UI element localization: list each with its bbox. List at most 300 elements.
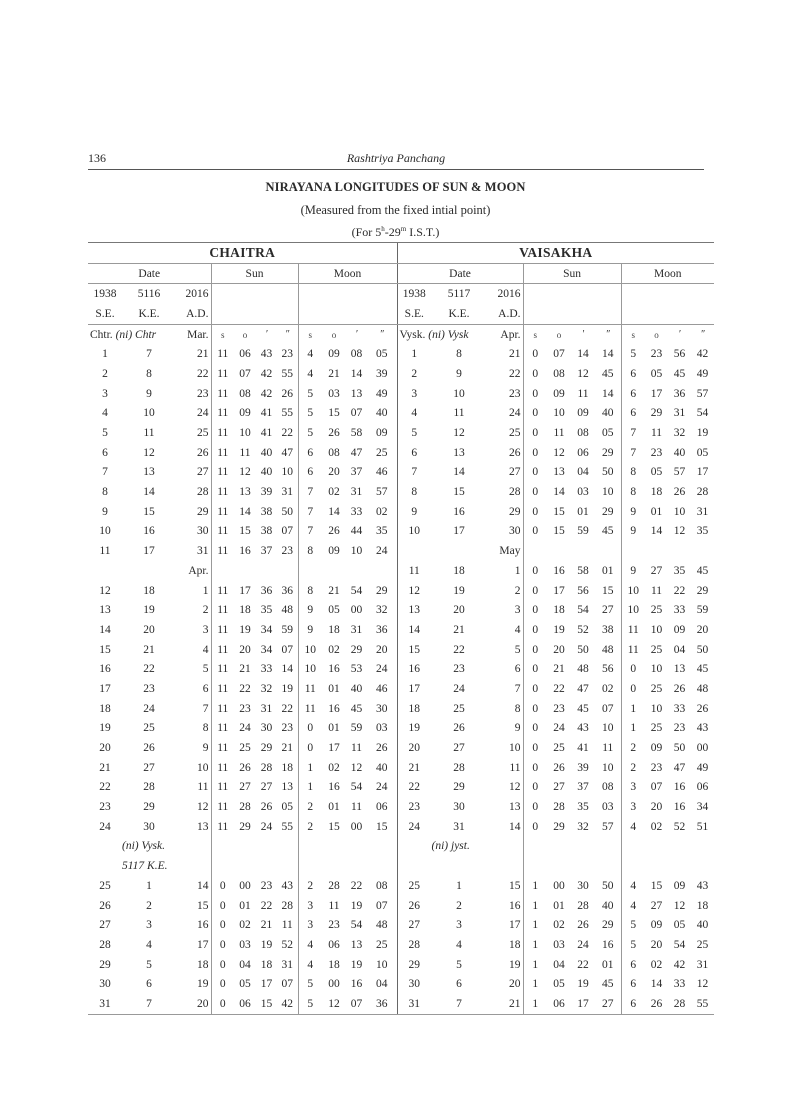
sun-sign: 11	[211, 344, 234, 364]
table-row	[88, 778, 714, 798]
day-national: 19	[99, 722, 111, 735]
day-lunar: 27	[143, 761, 155, 774]
moon-minute: 54	[350, 919, 363, 932]
sun-degree: 03	[239, 938, 251, 951]
sun-degree: 20	[553, 643, 565, 656]
moon-sign: 8	[298, 541, 322, 561]
moon-degree: 16	[328, 702, 340, 715]
moon-degree: 28	[328, 879, 340, 892]
moon-degree: 25	[650, 682, 663, 695]
moon-degree: 14	[328, 505, 340, 518]
sun-minute: 56	[577, 584, 589, 597]
moon-second: 45	[696, 564, 709, 577]
moon-second: 25	[696, 938, 709, 951]
day-national: 3	[397, 384, 431, 404]
moon-second: 45	[696, 663, 709, 676]
moon-minute: 32	[673, 427, 686, 440]
day-lunar: 22	[143, 663, 155, 676]
day-national: 9	[397, 502, 431, 522]
table-row	[88, 679, 714, 699]
moon-sign: 8	[298, 581, 322, 601]
moon-degree: 02	[328, 486, 340, 499]
moon-sign: 6	[621, 955, 645, 975]
day-lunar	[122, 561, 176, 581]
moon-second: 51	[696, 820, 709, 833]
day-national: 20	[397, 738, 431, 758]
moon-second: 43	[696, 879, 709, 892]
sun-second: 23	[281, 545, 293, 558]
sun-degree: 12	[239, 466, 251, 479]
day-columns-header: Chtr. (ni) Chtr	[90, 328, 157, 341]
table-row	[88, 738, 714, 758]
sun-minute: 34	[260, 623, 273, 636]
sun-second: 13	[281, 781, 293, 794]
day-lunar: 27	[453, 742, 465, 755]
moon-degree: 05	[650, 367, 663, 380]
moon-minute: 22	[350, 879, 363, 892]
sun-degree: 06	[239, 348, 251, 361]
sun-minute: 19	[260, 938, 273, 951]
day-gregorian: 24	[509, 407, 521, 420]
sun-degree	[234, 561, 256, 581]
sun-second: 56	[602, 663, 614, 676]
day-gregorian: 4	[202, 643, 209, 656]
sun-degree: 11	[553, 427, 565, 440]
sun-sign: 11	[211, 659, 234, 679]
moon-degree: 16	[328, 663, 340, 676]
moon-degree: 26	[328, 427, 340, 440]
day-lunar: 10	[453, 387, 465, 400]
sun-minute: 38	[260, 505, 273, 518]
moon-minute: 16	[673, 781, 686, 794]
day-national: 15	[397, 640, 431, 660]
moon-second: 04	[376, 978, 388, 991]
moon-degree: 11	[650, 584, 663, 597]
moon-sign: 5	[298, 384, 322, 404]
day-national: 28	[397, 935, 431, 955]
sun-second: 31	[281, 486, 293, 499]
day-gregorian: 23	[197, 387, 209, 400]
day-national: 8	[397, 482, 431, 502]
moon-minute: 04	[673, 643, 686, 656]
sun-minute: 28	[260, 761, 273, 774]
moon-minute: 45	[673, 367, 686, 380]
sun-degree: 09	[553, 387, 565, 400]
sun-second: 22	[281, 427, 293, 440]
sun-sign: 0	[523, 522, 547, 542]
sun-degree: 16	[553, 564, 565, 577]
sun-second: 40	[602, 899, 614, 912]
moon-degree: 02	[328, 761, 340, 774]
sun-second: 47	[281, 446, 293, 459]
moon-sign: 5	[298, 994, 322, 1014]
sun-degree: 20	[239, 643, 251, 656]
moon-minute: 16	[350, 978, 363, 991]
sun-sign: 0	[523, 423, 547, 443]
moon-sign: 6	[621, 974, 645, 994]
month-transition-note	[397, 856, 523, 876]
sun-sign: 1	[523, 935, 547, 955]
moon-sign: 0	[621, 679, 645, 699]
empty-cell	[621, 856, 714, 876]
day-gregorian: 2	[514, 584, 521, 597]
moon-sign: 1	[621, 719, 645, 739]
sun-sign	[211, 561, 234, 581]
moon-second: 24	[376, 545, 388, 558]
moon-degree: 11	[650, 427, 663, 440]
table-row	[88, 955, 714, 975]
sun-degree: 02	[239, 919, 251, 932]
sun-minute: 29	[260, 742, 273, 755]
unit-minute: ′	[265, 329, 268, 341]
sun-second: 26	[281, 387, 293, 400]
sun-second: 05	[281, 801, 293, 814]
sun-second: 27	[595, 994, 621, 1014]
day-lunar: 11	[143, 427, 155, 440]
sun-minute: 24	[577, 938, 589, 951]
moon-degree: 08	[328, 446, 340, 459]
moon-second: 07	[376, 899, 388, 912]
moon-minute: 14	[350, 367, 363, 380]
era-label-row	[88, 304, 714, 324]
longitudes-table	[88, 242, 714, 1015]
moon-degree: 11	[328, 899, 340, 912]
day-lunar: 8	[456, 348, 462, 361]
moon-degree: 21	[328, 584, 340, 597]
moon-second: 32	[376, 604, 388, 617]
day-lunar: 9	[146, 387, 152, 400]
day-national: 5	[102, 427, 108, 440]
day-lunar: 17	[453, 525, 465, 538]
day-lunar: 3	[456, 919, 462, 932]
day-national: 3	[102, 387, 108, 400]
sun-second: 16	[602, 938, 614, 951]
moon-second: 31	[696, 958, 709, 971]
sun-second: 48	[281, 604, 293, 617]
moon-minute: 54	[673, 938, 686, 951]
sun-degree: 17	[553, 584, 565, 597]
moon-minute: 12	[673, 899, 686, 912]
unit-sign: s	[523, 324, 547, 344]
moon-sign: 5	[298, 404, 322, 424]
moon-sign: 6	[298, 463, 322, 483]
day-lunar: 21	[453, 623, 465, 636]
table-row	[88, 817, 714, 837]
day-gregorian: 8	[514, 702, 521, 715]
unit-minute: ′	[355, 329, 358, 341]
moon-sign: 5	[621, 935, 645, 955]
moon-minute: 12	[673, 525, 686, 538]
sun-second: 42	[277, 994, 298, 1014]
sun-degree: 14	[553, 486, 565, 499]
moon-second: 05	[696, 446, 709, 459]
day-national: 26	[397, 896, 431, 916]
moon-second: 46	[376, 466, 388, 479]
sun-degree: 15	[239, 525, 251, 538]
unit-minute: ′	[678, 329, 681, 341]
day-lunar: 20	[453, 604, 465, 617]
moon-second	[691, 541, 714, 561]
day-national: 24	[397, 817, 431, 837]
moon-second: 09	[376, 427, 388, 440]
sun-second: 01	[602, 564, 614, 577]
moon-second: 19	[696, 427, 709, 440]
moon-degree: 18	[328, 958, 340, 971]
day-lunar: 6	[456, 978, 462, 991]
ke-year: 5116	[137, 288, 161, 301]
empty-cell	[211, 837, 298, 857]
sun-degree: 27	[239, 781, 251, 794]
sun-second: 57	[602, 820, 614, 833]
time-note: (For 5$^h$-29$^m$ I.S.T.)	[351, 225, 440, 239]
moon-minute: 31	[673, 407, 686, 420]
table-row	[88, 640, 714, 660]
moon-sign: 9	[621, 502, 645, 522]
moon-degree: 16	[328, 781, 340, 794]
day-gregorian: 27	[509, 466, 521, 479]
moon-minute: 56	[673, 348, 686, 361]
sun-sign: 11	[211, 600, 234, 620]
sun-second: 10	[281, 466, 293, 479]
day-lunar: 4	[146, 938, 152, 951]
day-lunar: 16	[453, 505, 465, 518]
moon-minute	[346, 561, 367, 581]
sun-sign: 11	[211, 738, 234, 758]
moon-degree: 09	[650, 742, 663, 755]
moon-second: 25	[376, 938, 388, 951]
empty-cell	[211, 856, 298, 876]
moon-degree: 02	[650, 820, 663, 833]
unit-second: ″	[605, 329, 610, 341]
moon-minute: 44	[350, 525, 363, 538]
sun-sign: 11	[211, 797, 234, 817]
day-national: 23	[397, 797, 431, 817]
moon-minute: 33	[673, 978, 686, 991]
sun-minute: 52	[577, 623, 589, 636]
table-row	[88, 935, 714, 955]
moon-sign: 11	[621, 620, 645, 640]
era-year-row	[88, 284, 714, 304]
table-row	[88, 344, 714, 364]
moon-minute: 11	[350, 801, 363, 814]
sun-sign: 0	[211, 974, 234, 994]
sun-minute: 01	[577, 505, 589, 518]
moon-sign: 9	[298, 620, 322, 640]
moon-second: 05	[376, 348, 388, 361]
moon-sign: 4	[298, 955, 322, 975]
moon-degree: 15	[650, 879, 663, 892]
se-label: S.E.	[88, 304, 122, 324]
moon-sign: 8	[621, 463, 645, 483]
sun-degree	[547, 541, 571, 561]
sun-sign: 0	[523, 502, 547, 522]
moon-sign: 5	[298, 974, 322, 994]
unit-second: ″	[379, 329, 384, 341]
sun-sign: 0	[523, 738, 547, 758]
sun-minute: 40	[260, 466, 273, 479]
day-national: 5	[397, 423, 431, 443]
day-national: 15	[99, 643, 111, 656]
day-lunar: 28	[143, 781, 155, 794]
moon-second: 06	[696, 781, 709, 794]
moon-minute: 54	[350, 584, 363, 597]
moon-sign: 6	[621, 404, 645, 424]
moon-second: 48	[696, 682, 709, 695]
day-national: 24	[99, 820, 111, 833]
table-row	[88, 758, 714, 778]
moon-degree: 15	[328, 407, 340, 420]
moon-degree: 01	[650, 505, 663, 518]
moon-minute: 28	[668, 994, 691, 1014]
sun-minute: 17	[571, 994, 595, 1014]
table-row	[88, 994, 714, 1014]
sun-minute: 34	[260, 643, 273, 656]
sun-sign: 0	[523, 817, 547, 837]
sun-degree: 12	[553, 446, 565, 459]
day-lunar: 10	[143, 407, 155, 420]
moon-minute: 08	[350, 348, 363, 361]
day-lunar: 19	[143, 604, 155, 617]
sun-second: 36	[281, 584, 293, 597]
sun-minute: 11	[577, 387, 589, 400]
day-lunar: 4	[456, 938, 462, 951]
sun-degree: 22	[553, 682, 565, 695]
moon-degree: 02	[328, 643, 340, 656]
day-gregorian: 5	[202, 663, 209, 676]
civil-month-label: Apr.	[500, 328, 521, 341]
day-national: 6	[397, 443, 431, 463]
sun-degree: 17	[239, 584, 251, 597]
moon-sign: 6	[621, 994, 645, 1014]
sun-sign: 0	[523, 679, 547, 699]
sun-second: 59	[281, 623, 293, 636]
day-gregorian: 30	[197, 525, 209, 538]
sun-second: 50	[281, 505, 293, 518]
day-national: 12	[99, 584, 111, 597]
sun-second: 48	[602, 643, 614, 656]
day-national: 17	[99, 682, 111, 695]
moon-degree: 05	[328, 604, 340, 617]
sun-second: 45	[602, 978, 614, 991]
day-gregorian: 5	[514, 643, 521, 656]
ad-label: A.D.	[487, 304, 523, 324]
unit-degree: o	[654, 329, 659, 340]
sun-second: 11	[281, 919, 293, 932]
day-lunar: 8	[146, 367, 152, 380]
empty-cell	[298, 856, 397, 876]
day-lunar: 26	[143, 742, 155, 755]
moon-second: 55	[691, 994, 714, 1014]
sun-sign: 11	[211, 699, 234, 719]
sun-second: 23	[281, 348, 293, 361]
day-national: 23	[99, 801, 111, 814]
moon-minute: 12	[350, 761, 363, 774]
day-gregorian: 30	[509, 525, 521, 538]
date-header: Date	[397, 263, 523, 284]
sun-degree: 04	[553, 958, 565, 971]
moon-degree: 14	[650, 978, 663, 991]
moon-sign: 1	[298, 758, 322, 778]
moon-minute: 47	[673, 761, 686, 774]
sun-minute: 41	[577, 742, 589, 755]
sun-second: 05	[602, 427, 614, 440]
sun-degree: 10	[239, 427, 251, 440]
day-national: 22	[397, 778, 431, 798]
moon-sign: 3	[621, 778, 645, 798]
table-subtitle: (Measured from the fixed intial point)	[300, 203, 491, 217]
moon-degree: 02	[650, 958, 663, 971]
day-national: 10	[397, 522, 431, 542]
moon-second: 34	[696, 801, 709, 814]
table-row	[88, 581, 714, 601]
sun-sign: 0	[211, 994, 234, 1014]
sun-sign: 0	[523, 699, 547, 719]
moon-second: 50	[696, 643, 709, 656]
day-lunar: 12	[453, 427, 465, 440]
table-row	[88, 443, 714, 463]
sun-degree: 19	[553, 623, 565, 636]
moon-second	[367, 561, 397, 581]
sun-minute: 41	[260, 407, 273, 420]
moon-second: 20	[696, 623, 709, 636]
sun-degree: 28	[239, 801, 251, 814]
sun-second: 38	[602, 623, 614, 636]
day-national: 14	[397, 620, 431, 640]
sun-sign: 11	[211, 443, 234, 463]
moon-degree: 23	[328, 919, 340, 932]
day-national: 25	[397, 876, 431, 896]
sun-minute: 27	[260, 781, 273, 794]
sun-sign: 0	[523, 778, 547, 798]
moon-degree: 09	[328, 348, 340, 361]
moon-second: 43	[696, 722, 709, 735]
moon-second: 15	[376, 820, 388, 833]
moon-second: 54	[696, 407, 709, 420]
unit-second: ″	[700, 329, 705, 341]
moon-degree: 10	[650, 623, 663, 636]
day-national: 11	[99, 545, 111, 558]
table-row	[88, 522, 714, 542]
sun-sign: 0	[523, 719, 547, 739]
sun-second: 15	[602, 584, 614, 597]
sun-header: Sun	[211, 263, 298, 284]
sun-sign: 0	[211, 935, 234, 955]
sun-minute: 36	[260, 584, 273, 597]
moon-sign: 2	[298, 817, 322, 837]
sun-minute: 22	[260, 899, 273, 912]
unit-second: ″	[285, 329, 290, 341]
sun-minute: 37	[260, 545, 273, 558]
day-lunar: 5	[146, 958, 152, 971]
day-lunar: 25	[453, 702, 465, 715]
day-gregorian: 16	[509, 899, 521, 912]
moon-degree: 01	[328, 801, 340, 814]
table-row	[88, 896, 714, 916]
moon-second: 18	[696, 899, 709, 912]
day-national: 18	[99, 702, 111, 715]
moon-second: 29	[376, 584, 388, 597]
moon-minute: 22	[673, 584, 686, 597]
sun-minute: 04	[577, 466, 589, 479]
moon-degree	[645, 541, 668, 561]
moon-sign: 2	[298, 876, 322, 896]
moon-degree: 20	[650, 801, 663, 814]
sun-minute: 35	[260, 604, 273, 617]
day-national: 25	[99, 879, 111, 892]
day-national: 16	[99, 663, 111, 676]
moon-minute: 05	[673, 919, 686, 932]
moon-minute: 26	[673, 486, 686, 499]
